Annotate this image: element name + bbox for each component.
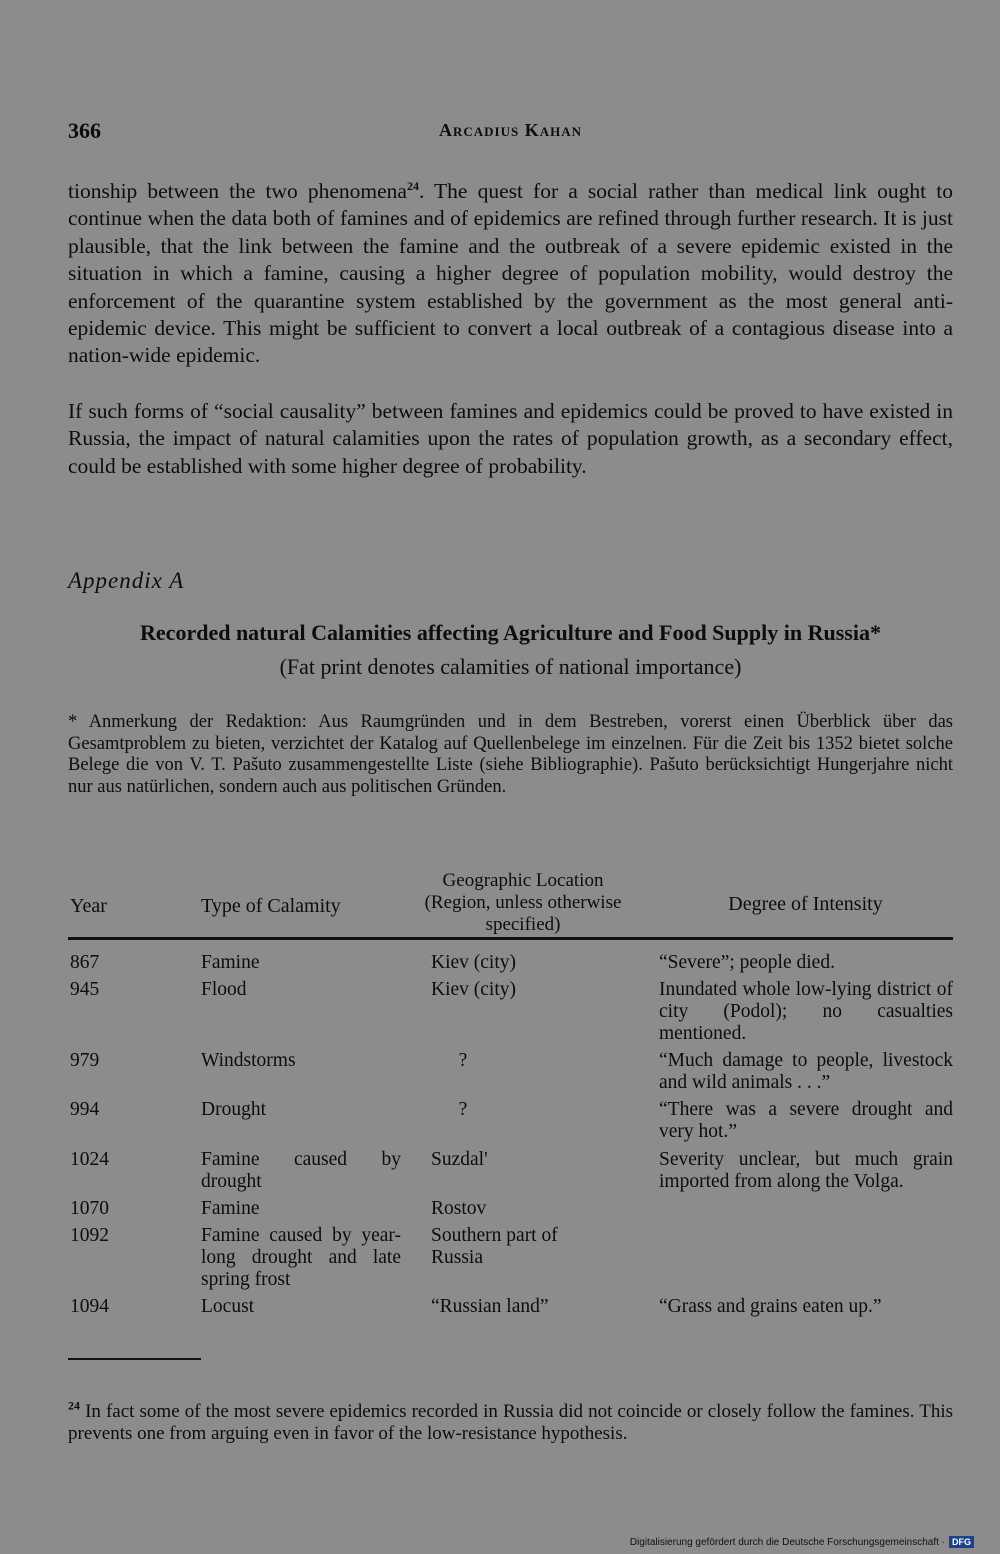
cell-intensity: “There was a severe drought and very hot.” bbox=[659, 1099, 953, 1142]
cell-year: 1094 bbox=[70, 1296, 109, 1317]
cell-location: Kiev (city) bbox=[431, 979, 517, 1000]
para1-text-b: . The quest for a social rather than medical link ought to continue when the data both of famines and of epidemics are refined through further research. It is just plausible, that the link between the famine and the outbreak of a severe epidemic existed in the situation in which a famine, causing a higher degree of population mobility, would destroy the enforcement of the quarantine system established by the government as the most general anti-epidemic device. This might be sufficient to convert a local outbreak of a contagious disease into a nation-wide epidemic. bbox=[68, 179, 953, 368]
column-header-intensity: Degree of Intensity bbox=[728, 893, 883, 915]
table-row bbox=[68, 1149, 953, 1198]
cell-intensity: “Grass and grains eaten up.” bbox=[659, 1296, 882, 1317]
table-row bbox=[68, 1225, 953, 1296]
cell-location: Southern part of Russia bbox=[431, 1225, 558, 1268]
table-subtitle: (Fat print denotes calamities of national importance) bbox=[279, 654, 742, 679]
cell-year: 979 bbox=[70, 1050, 100, 1071]
body-paragraph-1 bbox=[68, 178, 953, 370]
cell-type: Locust bbox=[201, 1296, 255, 1317]
cell-location: Suzdal' bbox=[431, 1149, 488, 1170]
cell-year: 867 bbox=[70, 952, 100, 973]
cell-location: ? bbox=[458, 1050, 468, 1071]
table-row bbox=[68, 1198, 953, 1225]
column-header-location: Geographic Location (Region, unless otherwise specified) bbox=[424, 870, 622, 935]
table-header bbox=[68, 868, 953, 938]
cell-year: 1024 bbox=[70, 1149, 109, 1170]
cell-type: Famine bbox=[201, 952, 260, 973]
table-row bbox=[68, 952, 953, 979]
page-header bbox=[68, 118, 953, 148]
footnote-ref[interactable]: 24 bbox=[406, 178, 419, 193]
cell-type: Flood bbox=[201, 979, 247, 1000]
cell-intensity: “Severe”; people died. bbox=[659, 952, 835, 973]
cell-intensity: Severity unclear, but much grain imported from along the Volga. bbox=[659, 1149, 953, 1192]
para1-text-a: tionship between the two phenomena bbox=[68, 179, 407, 203]
digitization-credit bbox=[630, 1536, 974, 1548]
page-number: 366 bbox=[68, 118, 101, 143]
appendix-heading: Appendix A bbox=[68, 568, 185, 593]
body-paragraph-2: If such forms of “social causality” between famines and epidemics could be proved to have existed in Russia, the impact of natural calamities upon the rates of population growth, as a secondary effect, could be established with some higher degree of probability. bbox=[68, 399, 953, 478]
cell-type: Drought bbox=[201, 1099, 266, 1120]
cell-type: Windstorms bbox=[201, 1050, 296, 1071]
cell-year: 994 bbox=[70, 1099, 100, 1120]
cell-year: 1070 bbox=[70, 1198, 109, 1219]
table-header-rule bbox=[68, 937, 953, 940]
table-row bbox=[68, 1099, 953, 1149]
cell-intensity: Inundated whole low-lying district of city (Podol); no casualties mentioned. bbox=[659, 979, 953, 1044]
table-title: Recorded natural Calamities affecting Agriculture and Food Supply in Russia* bbox=[140, 620, 881, 645]
table-row bbox=[68, 1296, 953, 1323]
footnote-rule bbox=[68, 1358, 201, 1360]
editor-note: * Anmerkung der Redaktion: Aus Raumgründen und in dem Bestreben, vorerst einen Überblick über das Gesamtproblem zu bieten, verzichtet der Katalog auf Quellenbelege im einzelnen. Für die Zeit bis 1352 bietet solche Belege die von V. T. Pašuto zusammengestellte Liste (siehe Bibliographie). Pašuto berücksichtigt Hungerjahre nicht nur aus natürlichen, sondern auch aus politischen Gründen. bbox=[68, 712, 953, 797]
running-head: Arcadius Kahan bbox=[438, 120, 582, 140]
cell-type: Famine bbox=[201, 1198, 260, 1219]
footnote-text: In fact some of the most severe epidemics recorded in Russia did not coincide or closely follow the famines. This prevents one from arguing even in favor of the low-resistance hypothesis. bbox=[68, 1401, 953, 1444]
cell-year: 945 bbox=[70, 979, 100, 1000]
cell-type: Famine caused by year-long drought and late spring frost bbox=[201, 1225, 401, 1290]
footnote-number: 24 bbox=[68, 1398, 80, 1413]
table-body bbox=[68, 952, 953, 1323]
cell-intensity: “Much damage to people, livestock and wild animals . . .” bbox=[659, 1050, 953, 1093]
table-row bbox=[68, 979, 953, 1050]
cell-year: 1092 bbox=[70, 1225, 109, 1246]
cell-location: ? bbox=[458, 1099, 468, 1120]
column-header-type: Type of Calamity bbox=[201, 895, 341, 917]
cell-type: Famine caused by drought bbox=[201, 1149, 401, 1192]
credit-text: Digitalisierung gefördert durch die Deutsche Forschungsgemeinschaft · bbox=[629, 1536, 945, 1548]
cell-location: “Russian land” bbox=[431, 1296, 549, 1317]
table-row bbox=[68, 1050, 953, 1099]
cell-location: Rostov bbox=[431, 1198, 487, 1219]
dfg-logo-icon: DFG bbox=[949, 1536, 974, 1548]
cell-location: Kiev (city) bbox=[431, 952, 517, 973]
column-header-year: Year bbox=[70, 895, 107, 917]
footnote bbox=[68, 1398, 953, 1445]
